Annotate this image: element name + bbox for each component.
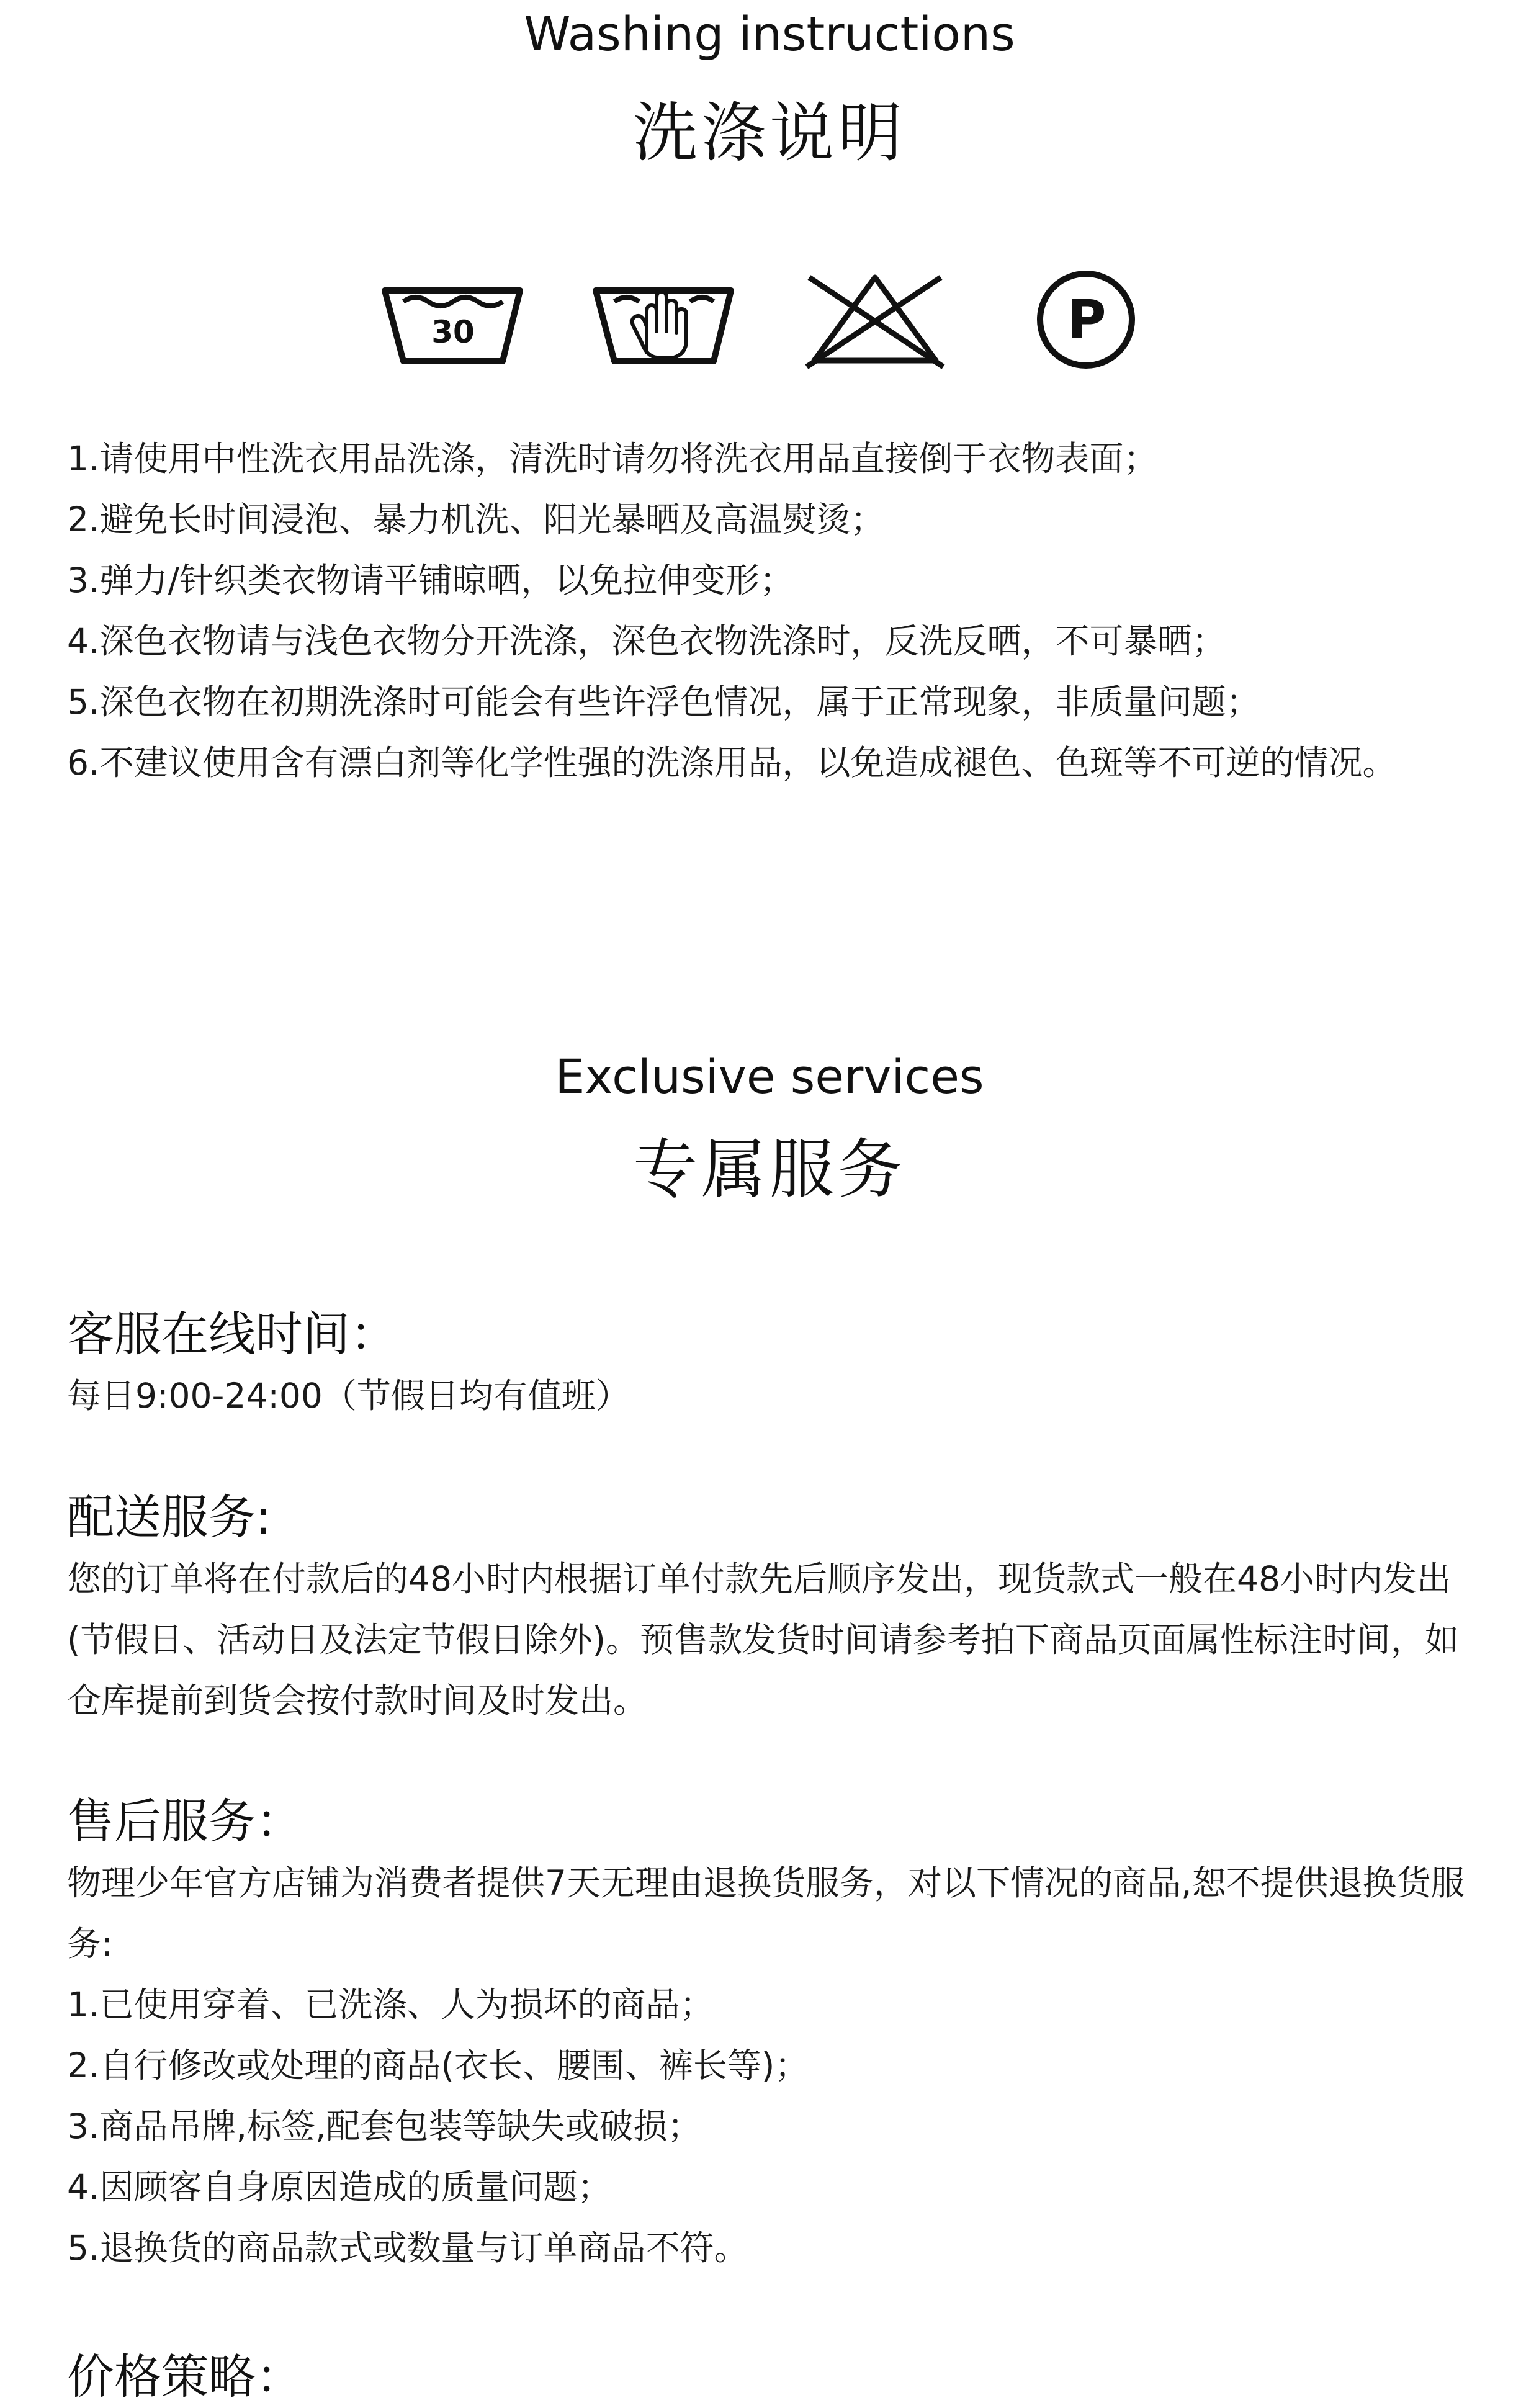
online-hours-heading: 客服在线时间： <box>67 1306 397 1362</box>
after-sales-section <box>67 1790 1476 2278</box>
list-item: 4.深色衣物请与浅色衣物分开洗涤，深色衣物洗涤时，反洗反晒，不可暴晒； <box>67 621 1226 661</box>
services-title-en: Exclusive services <box>555 1049 984 1104</box>
list-item: 6.不建议使用含有漂白剂等化学性强的洗涤用品，以免造成褪色、色斑等不可逆的情况。 <box>67 743 1397 783</box>
after-sales-heading: 售后服务： <box>67 1794 303 1849</box>
dry-clean-p-icon <box>1012 267 1160 372</box>
list-item: 3.商品吊牌,标签,配套包装等缺失或破损； <box>67 2106 702 2146</box>
online-hours-text: 每日9:00-24:00（节假日均有值班） <box>67 1376 630 1416</box>
list-item: 2.自行修改或处理的商品(衣长、腰围、裤长等)； <box>67 2046 809 2085</box>
list-item: 3.弹力/针织类衣物请平铺晾晒，以免拉伸变形； <box>67 560 794 600</box>
list-item: 4.因顾客自身原因造成的质量问题； <box>67 2167 612 2207</box>
list-item: 2.避免长时间浸泡、暴力机洗、阳光暴晒及高温熨烫； <box>67 500 885 539</box>
list-item: 1.请使用中性洗衣用品洗涤，清洗时请勿将洗衣用品直接倒于衣物表面； <box>67 439 1158 478</box>
after-sales-list <box>67 1974 1476 2278</box>
delivery-text: 您的订单将在付款后的48小时内根据订单付款先后顺序发出，现货款式一般在48小时内发出(节假日、活动日及法定节假日除外)。预售款发货时间请参考拍下商品页面属性标注时间，如仓库提前到货会按付款时间及时发出。 <box>67 1559 1459 1720</box>
washing-title-zh: 洗涤说明 <box>632 95 906 171</box>
wash-temp-label: 30 <box>431 314 475 350</box>
washing-title-en: Washing instructions <box>524 6 1015 61</box>
online-hours-section <box>67 1303 1476 1426</box>
price-policy-heading: 价格策略： <box>67 2349 303 2404</box>
do-not-bleach-icon <box>801 267 949 372</box>
hand-wash-icon <box>590 267 738 372</box>
list-item: 5.退换货的商品款式或数量与订单商品不符。 <box>67 2228 748 2268</box>
after-sales-intro: 物理少年官方店铺为消费者提供7天无理由退换货服务，对以下情况的商品,恕不提供退换货服务: <box>67 1863 1465 1964</box>
delivery-heading: 配送服务: <box>67 1489 272 1545</box>
list-item: 1.已使用穿着、已洗涤、人为损坏的商品； <box>67 1985 714 2024</box>
services-title-zh: 专属服务 <box>632 1131 906 1207</box>
list-item: 5.深色衣物在初期洗涤时可能会有些许浮色情况，属于正常现象，非质量问题； <box>67 682 1260 722</box>
care-icons-row <box>0 267 1539 372</box>
washing-instructions-list <box>67 428 1494 793</box>
dry-clean-label: P <box>1067 289 1106 351</box>
delivery-section <box>67 1486 1476 1731</box>
wash-30-icon <box>379 267 527 372</box>
